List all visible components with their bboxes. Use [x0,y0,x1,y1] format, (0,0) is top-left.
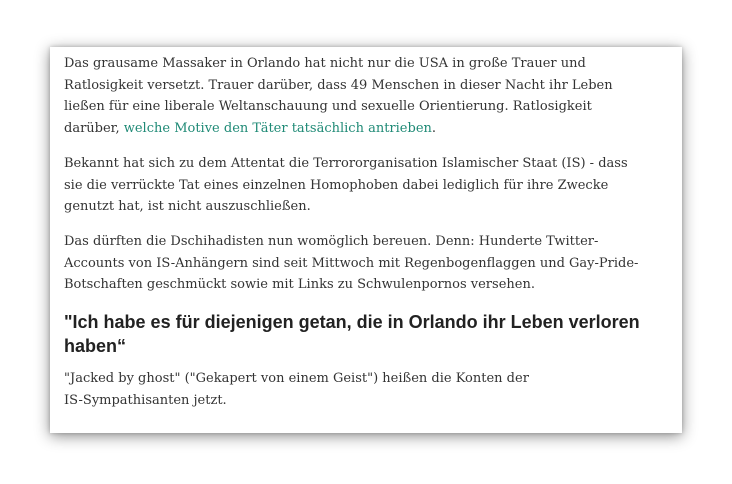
paragraph-intro [64,53,676,140]
paragraph-is-claim: Bekannt hat sich zu dem Attentat die Terrororganisation Islamischer Staat (IS) - dass sie die verrückte Tat eines einzelnen Homophoben dabei lediglich für ihre Zwecke genutzt hat, ist nicht auszuschließen. [64,155,628,215]
paragraph-intro-text: Das grausame Massaker in Orlando hat nicht nur die USA in große Trauer und Ratlosigkeit versetzt. Trauer darüber, dass 49 Menschen in dieser Nacht ihr Leben ließen für eine liberale Weltanschauung und sexuelle Orientierung. Ratlosigkeit darüber, [64,56,613,137]
paragraph-twitter-accounts: Das dürften die Dschihadisten nun womöglich bereuen. Denn: Hunderte Twitter- Accounts von IS-Anhängern sind seit Mittwoch mit Regenbogenflaggen und Gay-Pride- Botschaften geschmückt sowie mit Links zu Schwulenpornos versehen. [64,233,639,293]
article-body [64,53,676,424]
motives-link[interactable]: welche Motive den Täter tatsächlich antrieben [123,121,432,137]
quote-subheading: "Ich habe es für diejenigen getan, die in Orlando ihr Leben verloren haben“ [64,312,640,357]
paragraph-intro-end: . [431,121,437,137]
paragraph-jacked-by-ghost: "Jacked by ghost" ("Gekapert von einem Geist") heißen die Konten der IS-Sympathisanten jetzt. [64,371,529,408]
article-page [50,47,682,433]
